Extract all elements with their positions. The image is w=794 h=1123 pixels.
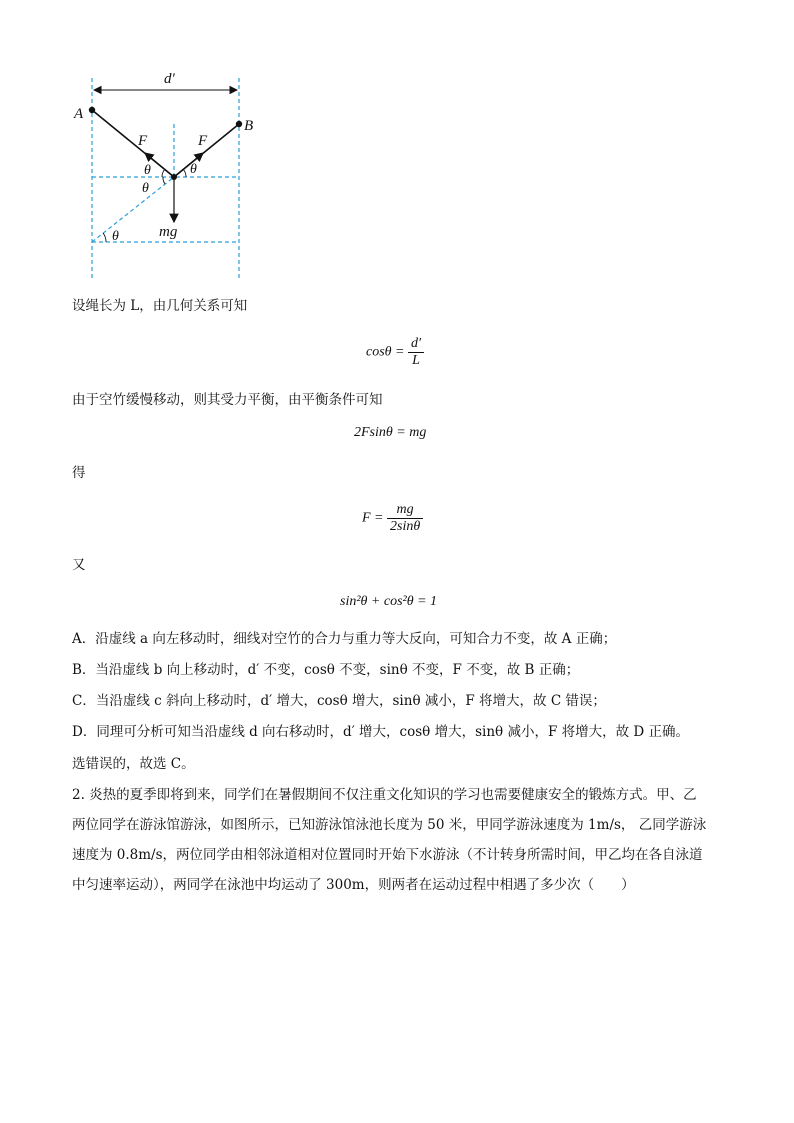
option-B: B．当沿虚线 b 向上移动时，d′ 不变，cosθ 不变，sinθ 不变，F 不变，故 B 正确； [72, 662, 580, 678]
label-theta-1: θ [144, 163, 151, 178]
question-2-line: 速度为 0.8m/s，两位同学由相邻泳道相对位置同时开始下水游泳（不计转身所需时间，甲乙均在各自泳道 [72, 847, 703, 863]
dashed-guides [92, 78, 239, 278]
equation-4: sin²θ + cos²θ = 1 [340, 594, 438, 609]
paragraph-4: 又 [72, 557, 86, 573]
paragraph-3: 得 [72, 465, 86, 481]
label-d: d′ [164, 71, 175, 87]
paragraph-1: 设绳长为 L，由几何关系可知 [72, 298, 248, 314]
paragraph-2: 由于空竹缓慢移动，则其受力平衡，由平衡条件可知 [72, 392, 383, 408]
question-2-line: 中匀速率运动），两同学在泳池中均运动了 300m，则两者在运动过程中相遇了多少次（ ） [72, 877, 635, 893]
point-A [89, 107, 95, 113]
label-A: A [74, 106, 84, 122]
label-F-left: F [138, 133, 148, 149]
label-theta-2: θ [190, 162, 197, 177]
equation-2: 2Fsinθ = mg [354, 425, 427, 440]
label-theta-3: θ [142, 181, 149, 196]
force-diagram [62, 68, 262, 283]
label-F-right: F [198, 133, 208, 149]
label-mg: mg [159, 224, 178, 240]
point-B [236, 121, 242, 127]
question-2 [72, 780, 724, 900]
force-arrow-right [174, 153, 203, 177]
question-2-line: 2. 炎热的夏季即将到来，同学们在暑假期间不仅注重文化知识的学习也需要健康安全的锻炼方式。甲、乙 [72, 787, 697, 803]
equation-3: F = $\frac{mg}{2\sin\theta}$ [362, 502, 423, 535]
option-D: D．同理可分析可知当沿虚线 d 向右移动时，d′ 增大，cosθ 增大，sinθ 减小，F 将增大，故 D 正确。 [72, 724, 690, 740]
option-C: C．当沿虚线 c 斜向上移动时，d′ 增大，cosθ 增大，sinθ 减小，F 将增大，故 C 错误； [72, 693, 606, 709]
label-theta-4: θ [112, 229, 119, 244]
question-2-line: 两位同学在游泳馆游泳，如图所示，已知游泳馆泳池长度为 50 米，甲同学游泳速度为 1m/s， 乙同学游泳 [72, 817, 707, 833]
option-A: A．沿虚线 a 向左移动时，细线对空竹的合力与重力等大反向，可知合力不变，故 A 正确； [72, 631, 617, 647]
label-B: B [244, 118, 254, 134]
conclusion: 选错误的，故选 C。 [72, 756, 195, 772]
equation-1: cosθ = $\frac{d'}{L}$ [366, 336, 424, 369]
